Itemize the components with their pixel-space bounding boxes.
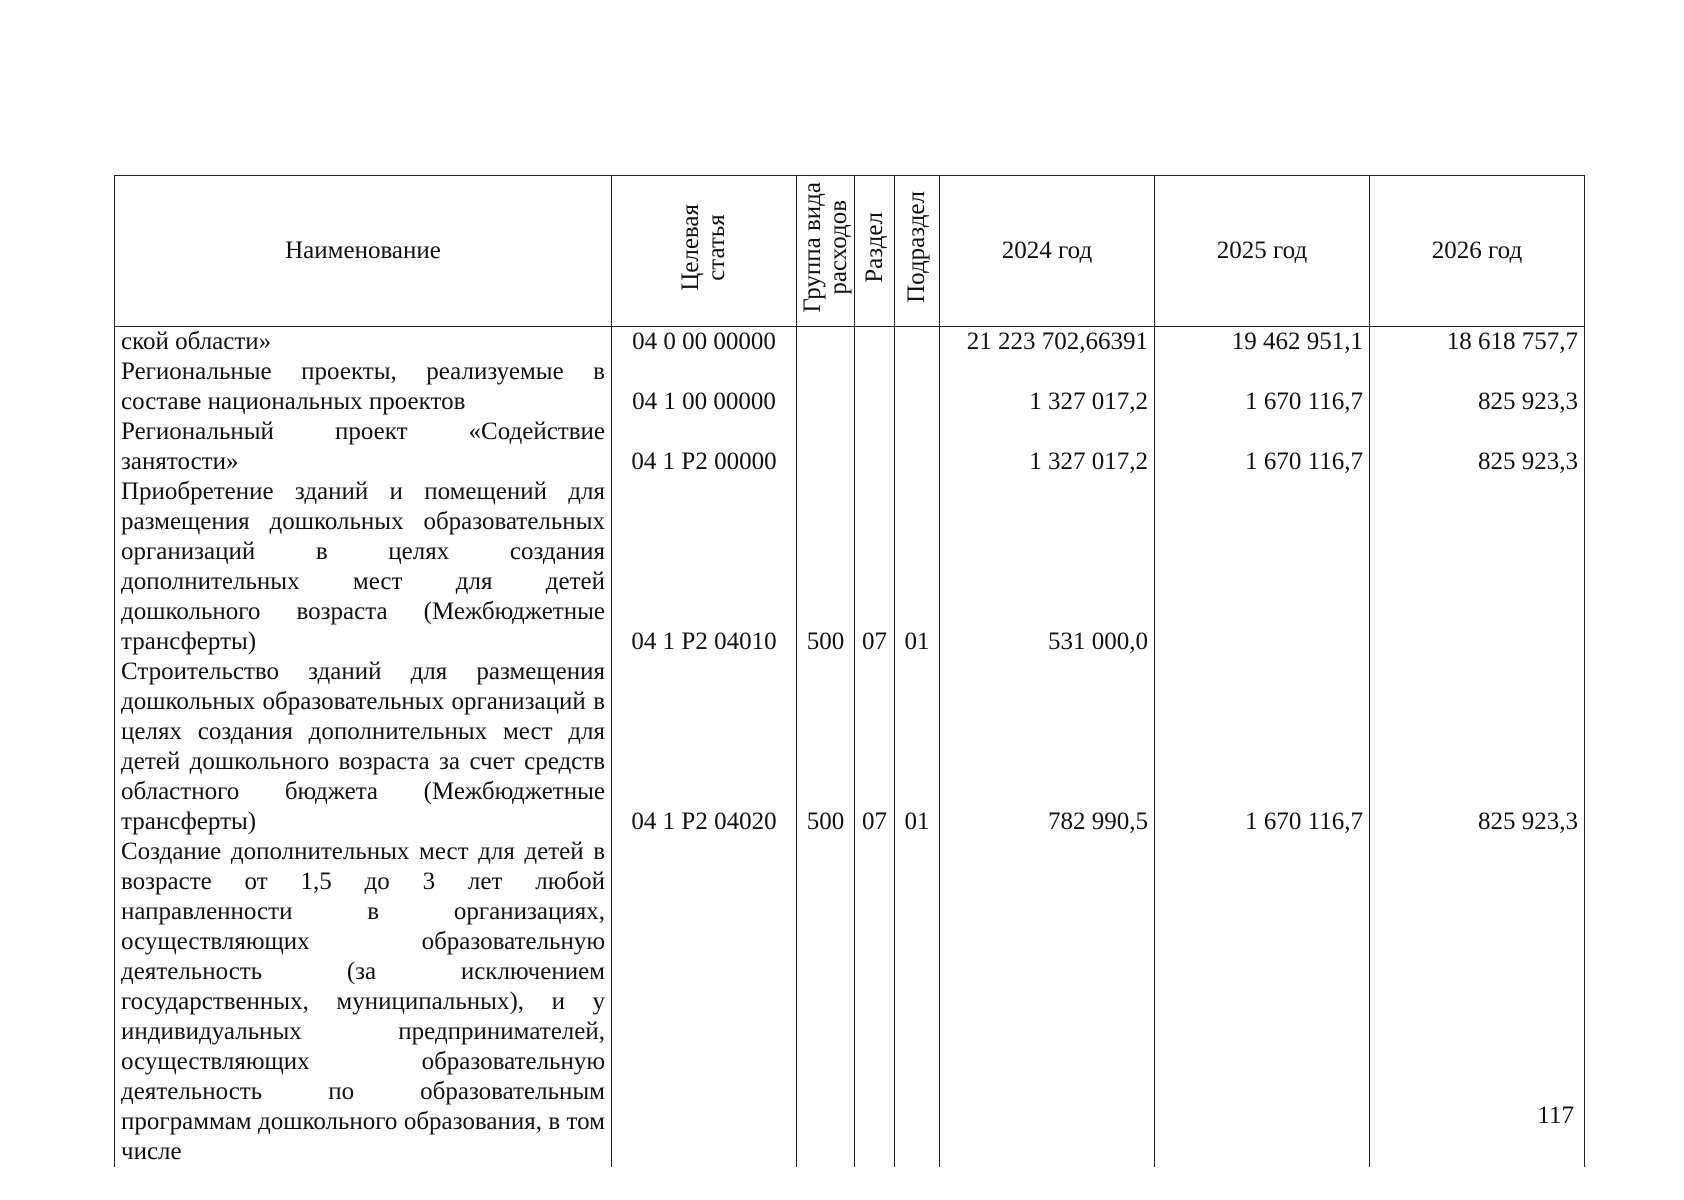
- row-2024: [940, 837, 1155, 1167]
- row-name: Региональный проект «Содействие занятости»: [115, 417, 612, 477]
- row-2024: 531 000,0: [940, 477, 1155, 657]
- row-2025: [1155, 477, 1370, 657]
- table-row: [115, 477, 1585, 657]
- row-code: 04 0 00 00000: [612, 327, 797, 358]
- row-2026: 825 923,3: [1370, 417, 1585, 477]
- header-name: Наименование: [115, 176, 612, 327]
- row-2025: [1155, 837, 1370, 1167]
- row-name: Строительство зданий для размещения дошкольных образовательных организаций в целях создания дополнительных мест для детей дошкольного возраста за счет средств областного бюджета (Межбюджетные трансферты): [115, 657, 612, 837]
- table-row: [115, 837, 1585, 1167]
- header-target: Целевая статья: [612, 176, 797, 327]
- row-2025: 1 670 116,7: [1155, 417, 1370, 477]
- budget-table: [114, 175, 1585, 1167]
- row-subsection: 01: [895, 657, 940, 837]
- row-subsection: [895, 327, 940, 358]
- row-subsection: 01: [895, 477, 940, 657]
- row-section: [855, 327, 895, 358]
- header-2024: 2024 год: [940, 176, 1155, 327]
- row-group: [797, 357, 855, 417]
- row-2025: 19 462 951,1: [1155, 327, 1370, 358]
- table-row: [115, 657, 1585, 837]
- row-2024: 782 990,5: [940, 657, 1155, 837]
- row-section: 07: [855, 477, 895, 657]
- row-name: Региональные проекты, реализуемые в составе национальных проектов: [115, 357, 612, 417]
- row-group: 500: [797, 657, 855, 837]
- row-subsection: [895, 357, 940, 417]
- header-row: [115, 176, 1585, 327]
- row-group: [797, 837, 855, 1167]
- row-2024: 1 327 017,2: [940, 357, 1155, 417]
- header-subsection: Подраздел: [895, 176, 940, 327]
- row-code: [612, 837, 797, 1167]
- row-code: 04 1 P2 04010: [612, 477, 797, 657]
- row-2026: [1370, 477, 1585, 657]
- row-2025: 1 670 116,7: [1155, 657, 1370, 837]
- row-subsection: [895, 837, 940, 1167]
- header-section: Раздел: [855, 176, 895, 327]
- row-code: 04 1 P2 00000: [612, 417, 797, 477]
- row-subsection: [895, 417, 940, 477]
- row-2024: 21 223 702,66391: [940, 327, 1155, 358]
- header-group: Группа вида расходов: [797, 176, 855, 327]
- row-group: [797, 417, 855, 477]
- row-group: 500: [797, 477, 855, 657]
- table-row: [115, 357, 1585, 417]
- row-name: ской области»: [115, 327, 612, 358]
- row-2024: 1 327 017,2: [940, 417, 1155, 477]
- row-2026: 18 618 757,7: [1370, 327, 1585, 358]
- row-group: [797, 327, 855, 358]
- row-code: 04 1 00 00000: [612, 357, 797, 417]
- row-section: [855, 357, 895, 417]
- row-name: Создание дополнительных мест для детей в возрасте от 1,5 до 3 лет любой направленности в организациях, осуществляющих образовательную деятельность (за исключением государственных, муниципальных), и у индивидуальных предпринимателей, осуществляющих образовательную деятельность по образовательным программам дошкольного образования, в том числе: [115, 837, 612, 1167]
- row-section: 07: [855, 657, 895, 837]
- header-2026: 2026 год: [1370, 176, 1585, 327]
- row-code: 04 1 P2 04020: [612, 657, 797, 837]
- table-row: [115, 327, 1585, 358]
- page-number: 117: [1537, 1102, 1574, 1129]
- header-2025: 2025 год: [1155, 176, 1370, 327]
- row-name: Приобретение зданий и помещений для размещения дошкольных образовательных организаций в целях создания дополнительных мест для детей дошкольного возраста (Межбюджетные трансферты): [115, 477, 612, 657]
- row-2026: 825 923,3: [1370, 357, 1585, 417]
- row-2025: 1 670 116,7: [1155, 357, 1370, 417]
- row-section: [855, 417, 895, 477]
- row-2026: 825 923,3: [1370, 657, 1585, 837]
- table-row: [115, 417, 1585, 477]
- row-section: [855, 837, 895, 1167]
